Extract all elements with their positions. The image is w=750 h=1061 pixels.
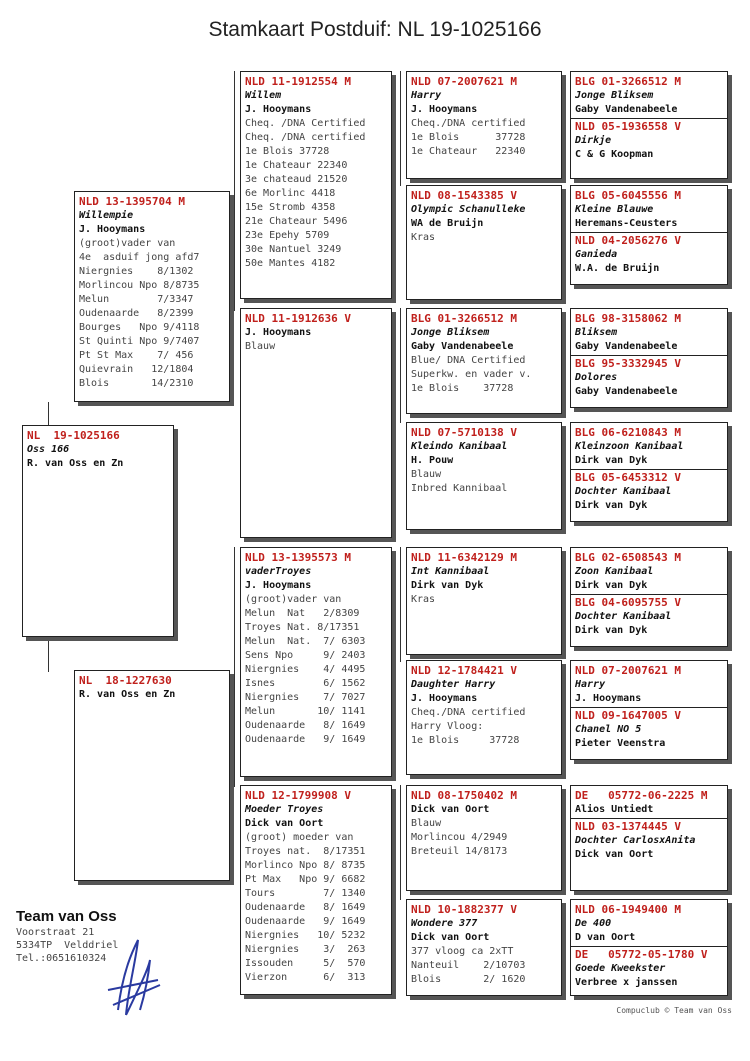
owner-name: Dirk van Dyk <box>575 625 648 636</box>
pigeon-name: Willem <box>245 90 282 101</box>
result-line: Oudenaarde 9/ 1649 <box>245 916 366 927</box>
result-line: Isnes 6/ 1562 <box>245 678 366 689</box>
ring-number: DE 05772-06-2225 M <box>575 789 708 802</box>
pigeon-name: Wondere 377 <box>411 918 478 929</box>
owner-name: C & G Koopman <box>575 149 654 160</box>
result-line: Tours 7/ 1340 <box>245 888 366 899</box>
pedigree-box-gen4 <box>570 785 728 891</box>
result-line: 1e Blois 37728 <box>245 146 330 157</box>
result-line: Cheq. /DNA Certified <box>245 118 366 129</box>
owner-name: Verbree x janssen <box>575 977 678 988</box>
pedigree-box-fm <box>240 308 392 538</box>
result-line: Melun 10/ 1141 <box>245 706 366 717</box>
pigeon-name: Chanel NO 5 <box>575 724 642 735</box>
result-line: Quievrain 12/1804 <box>79 364 194 375</box>
ring-number: BLG 01-3266512 M <box>411 312 517 325</box>
result-line: 1e Blois 37728 <box>411 735 520 746</box>
owner-name: Dirk van Dyk <box>411 580 484 591</box>
pedigree-box-gen4 <box>570 422 728 522</box>
credit-text: Compuclub © Team van Oss <box>616 1006 732 1015</box>
pedigree-box-fmf <box>406 308 562 414</box>
pedigree-box-gen4 <box>570 899 728 996</box>
pedigree-box-gen4 <box>570 547 728 647</box>
owner-name: Dick van Oort <box>245 818 324 829</box>
pedigree-box-father <box>74 191 230 402</box>
result-line: Troyes Nat. 8/17351 <box>245 622 360 633</box>
owner-name: Dick van Oort <box>575 849 654 860</box>
connector-line <box>234 71 235 311</box>
result-line: (groot)vader van <box>79 238 176 249</box>
result-line: St Quinti Npo 9/7407 <box>79 336 200 347</box>
ring-number: BLG 05-6453312 V <box>571 469 727 485</box>
pedigree-box-fff <box>406 71 562 179</box>
result-line: Niergnies 4/ 4495 <box>245 664 366 675</box>
connector-line <box>400 308 401 423</box>
pedigree-box-mf <box>240 547 392 777</box>
pigeon-name: vaderTroyes <box>245 566 312 577</box>
ring-number: DE 05772-05-1780 V <box>571 946 727 962</box>
ring-number: NLD 10-1882377 V <box>411 903 517 916</box>
owner-name: Gaby Vandenabeele <box>575 386 678 397</box>
ring-number: BLG 98-3158062 M <box>575 312 681 325</box>
owner-name: J. Hooymans <box>245 580 312 591</box>
ring-number: NLD 12-1799908 V <box>245 789 351 802</box>
pigeon-name: Dochter Kanibaal <box>575 611 672 622</box>
result-line: 30e Nantuel 3249 <box>245 244 342 255</box>
ring-number: BLG 06-6210843 M <box>575 426 681 439</box>
pigeon-name: Oss 166 <box>27 444 70 455</box>
result-line: Kras <box>411 232 436 243</box>
result-line: Morlincou Npo 8/8735 <box>79 280 200 291</box>
pedigree-box-gen4 <box>570 71 728 179</box>
pedigree-box-fmm <box>406 422 562 530</box>
result-line: 3e chateaud 21520 <box>245 174 348 185</box>
owner-name: R. van Oss en Zn <box>27 458 124 469</box>
result-line: Harry Vloog: <box>411 721 484 732</box>
result-line: Pt St Max 7/ 456 <box>79 350 194 361</box>
ring-number: NLD 07-2007621 M <box>411 75 517 88</box>
result-line: Melun 7/3347 <box>79 294 194 305</box>
ring-number: NLD 08-1750402 M <box>411 789 517 802</box>
result-line: Morlincou 4/2949 <box>411 832 508 843</box>
result-line: Cheq. /DNA certified <box>245 132 366 143</box>
connector-line <box>48 402 49 426</box>
result-line: Oudenaarde 8/ 1649 <box>245 720 366 731</box>
owner-name: Gaby Vandenabeele <box>575 341 678 352</box>
pigeon-name: Jonge Bliksem <box>411 327 490 338</box>
result-line: Kras <box>411 594 436 605</box>
owner-name: Dirk van Dyk <box>575 455 648 466</box>
result-line: Bourges Npo 9/4118 <box>79 322 200 333</box>
pigeon-name: Dochter Kanibaal <box>575 486 672 497</box>
connector-line <box>234 547 235 787</box>
result-line: Niergnies 8/1302 <box>79 266 194 277</box>
result-line: 23e Epehy 5709 <box>245 230 330 241</box>
result-line: 4e asduif jong afd7 <box>79 252 200 263</box>
result-line: 21e Chateaur 5496 <box>245 216 348 227</box>
pedigree-box-mmf <box>406 785 562 891</box>
connector-line <box>400 785 401 900</box>
owner-name: Gaby Vandenabeele <box>411 341 514 352</box>
result-line: Blauw <box>245 341 276 352</box>
result-line: Issouden 5/ 570 <box>245 958 366 969</box>
result-line: Morlinco Npo 8/ 8735 <box>245 860 366 871</box>
ring-number: NLD 11-6342129 M <box>411 551 517 564</box>
pigeon-name: De 400 <box>575 918 612 929</box>
pigeon-name: Daughter Harry <box>411 679 496 690</box>
connector-line <box>400 547 401 662</box>
owner-name: W.A. de Bruijn <box>575 263 660 274</box>
signature-image <box>88 930 168 1020</box>
pigeon-name: Dolores <box>575 372 618 383</box>
pedigree-box-mother <box>74 670 230 881</box>
result-line: Cheq./DNA certified <box>411 118 526 129</box>
result-line: Blauw <box>411 818 442 829</box>
ring-number: NLD 08-1543385 V <box>411 189 517 202</box>
address-line: Tel.:0651610324 <box>16 953 107 964</box>
result-line: (groot) moeder van <box>245 832 354 843</box>
owner-name: Dick van Oort <box>411 932 490 943</box>
ring-number: NLD 06-1949400 M <box>575 903 681 916</box>
pigeon-name: Goede Kweekster <box>575 963 666 974</box>
pigeon-name: Dochter CarlosxAnita <box>575 835 696 846</box>
result-line: Cheq./DNA certified <box>411 707 526 718</box>
result-line: 1e Chateaur 22340 <box>245 160 348 171</box>
pedigree-box-mmm <box>406 899 562 996</box>
owner-name: J. Hooymans <box>245 327 312 338</box>
ring-number: BLG 05-6045556 M <box>575 189 681 202</box>
pedigree-box-mff <box>406 547 562 655</box>
pigeon-name: Jonge Bliksem <box>575 90 654 101</box>
ring-number: BLG 01-3266512 M <box>575 75 681 88</box>
pigeon-name: Zoon Kanibaal <box>575 566 654 577</box>
result-line: Niergnies 10/ 5232 <box>245 930 366 941</box>
pedigree-box-ffm <box>406 185 562 300</box>
team-name: Team van Oss <box>16 908 117 925</box>
result-line: 6e Morlinc 4418 <box>245 188 336 199</box>
result-line: Blois 2/ 1620 <box>411 974 526 985</box>
pedigree-box-gen4 <box>570 308 728 408</box>
owner-name: H. Pouw <box>411 455 454 466</box>
result-line: 15e Stromb 4358 <box>245 202 336 213</box>
ring-number: NLD 03-1374445 V <box>571 818 727 834</box>
owner-name: Alios Untiedt <box>575 804 654 815</box>
result-line: Vierzon 6/ 313 <box>245 972 366 983</box>
pigeon-name: Kleine Blauwe <box>575 204 654 215</box>
ring-number: NLD 05-1936558 V <box>571 118 727 134</box>
pedigree-box-gen4 <box>570 660 728 760</box>
ring-number: NL 18-1227630 <box>79 674 172 687</box>
owner-name: WA de Bruijn <box>411 218 484 229</box>
ring-number: NLD 13-1395704 M <box>79 195 185 208</box>
pigeon-name: Harry <box>411 90 442 101</box>
page-title: Stamkaart Postduif: NL 19-1025166 <box>208 18 542 41</box>
ring-number: BLG 04-6095755 V <box>571 594 727 610</box>
owner-name: J. Hooymans <box>411 693 478 704</box>
ring-number: NLD 12-1784421 V <box>411 664 517 677</box>
result-line: (groot)vader van <box>245 594 342 605</box>
owner-name: J. Hooymans <box>79 224 146 235</box>
pigeon-name: Moeder Troyes <box>245 804 324 815</box>
result-line: Pt Max Npo 9/ 6682 <box>245 874 366 885</box>
ring-number: NLD 11-1912554 M <box>245 75 351 88</box>
ring-number: NLD 09-1647005 V <box>571 707 727 723</box>
result-line: 377 vloog ca 2xTT <box>411 946 514 957</box>
result-line: 50e Mantes 4182 <box>245 258 336 269</box>
result-line: Blauw <box>411 469 442 480</box>
owner-name: J. Hooymans <box>575 693 642 704</box>
result-line: Superkw. en vader v. <box>411 369 532 380</box>
ring-number: NLD 11-1912636 V <box>245 312 351 325</box>
owner-name: Heremans-Ceusters <box>575 218 678 229</box>
result-line: Nanteuil 2/10703 <box>411 960 526 971</box>
pigeon-name: Kleinzoon Kanibaal <box>575 441 684 452</box>
result-line: 1e Chateaur 22340 <box>411 146 526 157</box>
result-line: Troyes nat. 8/17351 <box>245 846 366 857</box>
result-line: Blue/ DNA Certified <box>411 355 526 366</box>
result-line: Oudenaarde 8/ 1649 <box>245 902 366 913</box>
ring-number: NLD 13-1395573 M <box>245 551 351 564</box>
result-line: 1e Blois 37728 <box>411 132 526 143</box>
ring-number: NLD 04-2056276 V <box>571 232 727 248</box>
pigeon-name: Bliksem <box>575 327 618 338</box>
result-line: Oudenaarde 9/ 1649 <box>245 734 366 745</box>
result-line: Oudenaarde 8/2399 <box>79 308 194 319</box>
pigeon-name: Harry <box>575 679 606 690</box>
result-line: Blois 14/2310 <box>79 378 194 389</box>
pigeon-name: Olympic Schanulleke <box>411 204 526 215</box>
pedigree-box-ff <box>240 71 392 299</box>
pigeon-name: Ganieda <box>575 249 618 260</box>
result-line: Melun Nat. 7/ 6303 <box>245 636 366 647</box>
pigeon-name: Kleindo Kanibaal <box>411 441 508 452</box>
owner-name: J. Hooymans <box>411 104 478 115</box>
pedigree-box-mm <box>240 785 392 995</box>
ring-number: BLG 02-6508543 M <box>575 551 681 564</box>
owner-name: Dirk van Dyk <box>575 580 648 591</box>
ring-number: NLD 07-5710138 V <box>411 426 517 439</box>
result-line: Inbred Kannibaal <box>411 483 508 494</box>
ring-number: NLD 07-2007621 M <box>575 664 681 677</box>
pedigree-box-mfm <box>406 660 562 775</box>
result-line: 1e Blois 37728 <box>411 383 514 394</box>
owner-name: Dick van Oort <box>411 804 490 815</box>
owner-name: J. Hooymans <box>245 104 312 115</box>
pigeon-name: Dirkje <box>575 135 612 146</box>
result-line: Melun Nat 2/8309 <box>245 608 360 619</box>
owner-name: D van Oort <box>575 932 636 943</box>
result-line: Niergnies 7/ 7027 <box>245 692 366 703</box>
pedigree-box-main <box>22 425 174 637</box>
connector-line <box>48 640 49 672</box>
ring-number: NL 19-1025166 <box>27 429 120 442</box>
result-line: Niergnies 3/ 263 <box>245 944 366 955</box>
pedigree-box-gen4 <box>570 185 728 285</box>
result-line: Sens Npo 9/ 2403 <box>245 650 366 661</box>
pigeon-name: Willempie <box>79 210 134 221</box>
pigeon-name: Int Kannibaal <box>411 566 490 577</box>
owner-name: Gaby Vandenabeele <box>575 104 678 115</box>
connector-line <box>400 71 401 186</box>
result-line: Breteuil 14/8173 <box>411 846 508 857</box>
owner-name: Pieter Veenstra <box>575 738 666 749</box>
address-line: Voorstraat 21 <box>16 927 95 938</box>
address-line: 5334TP Velddriel <box>16 940 119 951</box>
owner-name: R. van Oss en Zn <box>79 689 176 700</box>
ring-number: BLG 95-3332945 V <box>571 355 727 371</box>
owner-name: Dirk van Dyk <box>575 500 648 511</box>
